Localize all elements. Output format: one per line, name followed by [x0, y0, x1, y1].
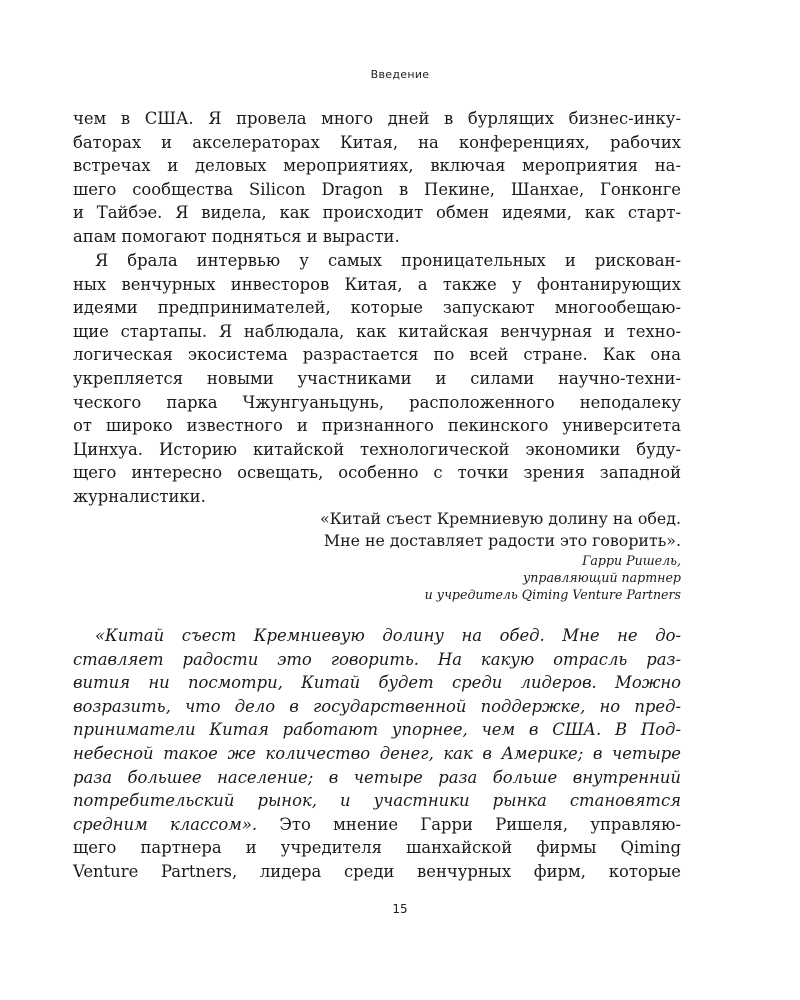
paragraph-line: ческого парка Чжунгуаньцунь, расположенного неподалеку: [73, 392, 681, 412]
paragraph-line: баторах и акселераторах Китая, на конференциях, рабочих: [73, 132, 681, 152]
epigraph: [211, 508, 681, 603]
paragraph-line: Цинхуа. Историю китайской технологической экономики буду-: [73, 439, 681, 459]
quote-line: вития ни посмотри, Китай будет среди лидеров. Можно: [73, 673, 681, 693]
paragraph-line: щего партнера и учредителя шанхайской фирмы Qiming: [73, 838, 681, 858]
paragraph-line: шего сообщества Silicon Dragon в Пекине, Шанхае, Гонконге: [73, 179, 681, 199]
paragraph-line: идеями предпринимателей, которые запускают многообещаю-: [73, 298, 681, 318]
mixed-line: [73, 813, 681, 837]
paragraph-line: Venture Partners, лидера среди венчурных фирм, которые: [73, 861, 681, 881]
paragraph-line: щие стартапы. Я наблюдала, как китайская венчурная и техно-: [73, 321, 681, 341]
paragraph-line: щего интересно освещать, особенно с точки зрения западной: [73, 463, 681, 483]
paragraph-line: журналистики.: [73, 486, 206, 506]
paragraph-line: чем в США. Я провела много дней в бурлящих бизнес-инку-: [73, 109, 681, 128]
quote-line: небесной такое же количество денег, как в Америке; в четыре: [73, 743, 681, 763]
page-number: 15: [392, 902, 408, 916]
running-head: Введение: [370, 68, 430, 81]
paragraph-3: [73, 624, 681, 884]
quote-line: потребительский рынок, и участники рынка становятся: [73, 791, 681, 811]
epigraph-role: управляющий партнер: [522, 570, 681, 585]
paragraph-1: [73, 107, 681, 249]
sentence-start: Это мнение Гарри Ришеля, управляю-: [257, 814, 681, 834]
paragraph-line: логическая экосистема разрастается по всей стране. Как она: [73, 345, 681, 365]
epigraph-author: Гарри Ришель,: [582, 553, 681, 568]
paragraph-line: встречах и деловых мероприятиях, включая мероприятия на-: [73, 156, 681, 176]
epigraph-quote-line: «Китай съест Кремниевую долину на обед.: [319, 509, 681, 528]
quote-end: средним классом».: [73, 814, 258, 834]
paragraph-line: Я брала интервью у самых проницательных и рискован-: [95, 251, 681, 270]
epigraph-role: и учредитель Qiming Venture Partners: [424, 587, 681, 602]
quote-line: ставляет радости это говорить. На какую отрасль раз-: [73, 649, 681, 669]
epigraph-quote-line: Мне не доставляет радости это говорить».: [323, 531, 681, 550]
paragraph-line: апам помогают подняться и вырасти.: [73, 226, 400, 246]
paragraph-line: от широко известного и признанного пекинского университета: [73, 416, 681, 436]
paragraph-line: и Тайбэе. Я видела, как происходит обмен идеями, как старт-: [73, 203, 681, 223]
paragraph-line: укрепляется новыми участниками и силами научно-техни-: [73, 368, 681, 388]
quote-line: возразить, что дело в государственной поддержке, но пред-: [73, 696, 681, 716]
quote-line: приниматели Китая работают упорнее, чем в США. В Под-: [73, 720, 681, 740]
quote-line: «Китай съест Кремниевую долину на обед. Мне не до-: [95, 626, 681, 645]
paragraph-2: [73, 249, 681, 509]
paragraph-line: ных венчурных инвесторов Китая, а также у фонтанирующих: [73, 274, 681, 294]
quote-line: раза большее население; в четыре раза больше внутренний: [73, 767, 681, 787]
